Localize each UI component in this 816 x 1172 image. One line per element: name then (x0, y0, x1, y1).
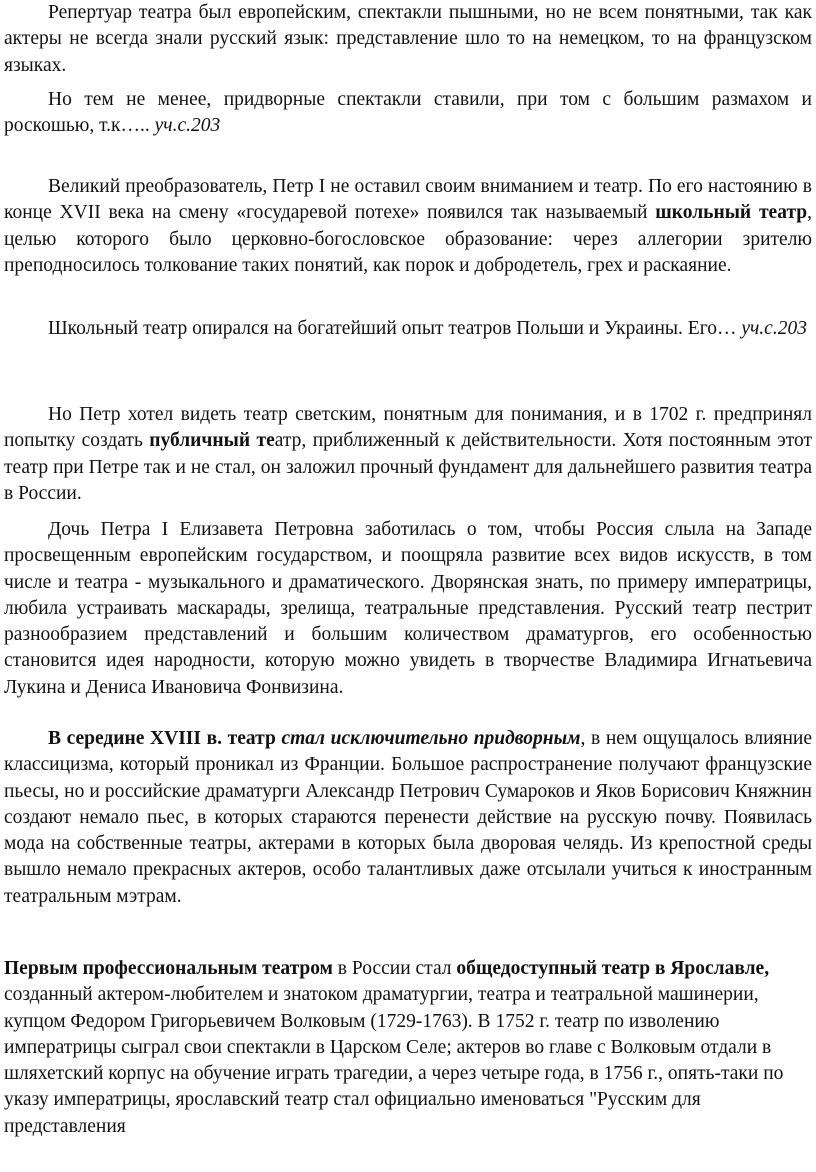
paragraph-text: Школьный театр опирался на богатейший опыт театров Польши и Украины. Его… (48, 318, 742, 339)
paragraph-text: атр, приближенный к действительности. Хотя постоянным этот театр при Петре так и не стал, он заложил прочный фундамент для дальнейшего развития театра в России. (4, 430, 812, 504)
bold-heading: В середине XVIII в. театр (48, 728, 282, 749)
bold-italic-term: стал исключительно придворным (281, 728, 581, 749)
paragraph-text: Но тем не менее, придворные спектакли ставили, при том с большим размахом и роскошью, т.к….. (4, 89, 812, 137)
bold-term: Первым профессиональным театром (4, 958, 333, 979)
paragraph-mid-xviii (4, 726, 812, 910)
bold-term: публичный те (149, 430, 275, 452)
bold-term: общедоступный театр в Ярославле, (456, 958, 770, 979)
paragraph-poland-ukraine (4, 316, 812, 342)
paragraph-court-performances (4, 87, 812, 140)
paragraph-text: созданный актером-любителем и знатоком драматургии, театра и театральной машинерии, купцом Федором Григорьевичем Волковым (1729-1763). В 1752 г. театр по изволению императрицы сыграл свои спектакли в Царском Селе; актеров во главе с Волковым отдали в шляхетский корпус на обучение играть трагедии, а через четыре года, в 1756 г., опять-таки по указу императрицы, ярославский театр стал официально именоваться "Русским для представления (4, 984, 784, 1137)
textbook-reference: уч.с.203 (741, 318, 807, 339)
textbook-reference: уч.с.203 (154, 115, 221, 137)
paragraph-text: Великий преобразователь, Петр I не оставил своим вниманием и театр. По его настоянию в конце XVII века на смену «государевой потехе» появился так называемый (4, 176, 812, 224)
paragraph-text: в России стал (332, 958, 457, 979)
paragraph-yaroslavl (4, 956, 812, 1140)
paragraph-public-theatre (4, 402, 812, 507)
paragraph-text: , целью которого было церковно-богословское образование: через аллегории зрителю преподносилось толкование таких понятий, как порок и добродетель, грех и раскаяние. (4, 202, 812, 276)
paragraph-text: , в нем ощущалось влияние классицизма, который проникал из Франции. Большое распространение получают французские пьесы, но и российские драматурги Александр Петрович Сумароков и Яков Борисович Княжнин создают немало пьес, в которых стараются перенести действие на русскую почву. Появилась мода на собственные театры, актерами в которых была дворовая челядь. Из крепостной среды вышло немало прекрасных актеров, особо талантливых даже отсылали учиться к иностранным театральным мэтрам. (4, 728, 813, 907)
paragraph-text: Но Петр хотел видеть театр светским, понятным для понимания, и в 1702 г. предпринял попытку создать (4, 404, 812, 452)
paragraph-school-theatre (4, 174, 812, 279)
paragraph-repertoire: Репертуар театра был европейским, спектакли пышными, но не всем понятными, так как актеры не всегда знали русский язык: представление шло то на немецком, то на французском языках. (4, 2, 812, 76)
paragraph-elizabeth: Дочь Петра I Елизавета Петровна заботилась о том, чтобы Россия слыла на Западе просвещенным европейским государством, и поощряла развитие всех видов искусств, в том числе и театра - музыкального и драматического. Дворянская знать, по примеру императрицы, любила устраивать маскарады, зрелища, театральные представления. Русский театр пестрит разнообразием представлений и большим количеством драматургов, его особенностью становится идея народности, которую можно увидеть в творчестве Владимира Игнатьевича Лукина и Дениса Ивановича Фонвизина. (4, 519, 812, 698)
bold-term: школьный театр (655, 202, 808, 224)
